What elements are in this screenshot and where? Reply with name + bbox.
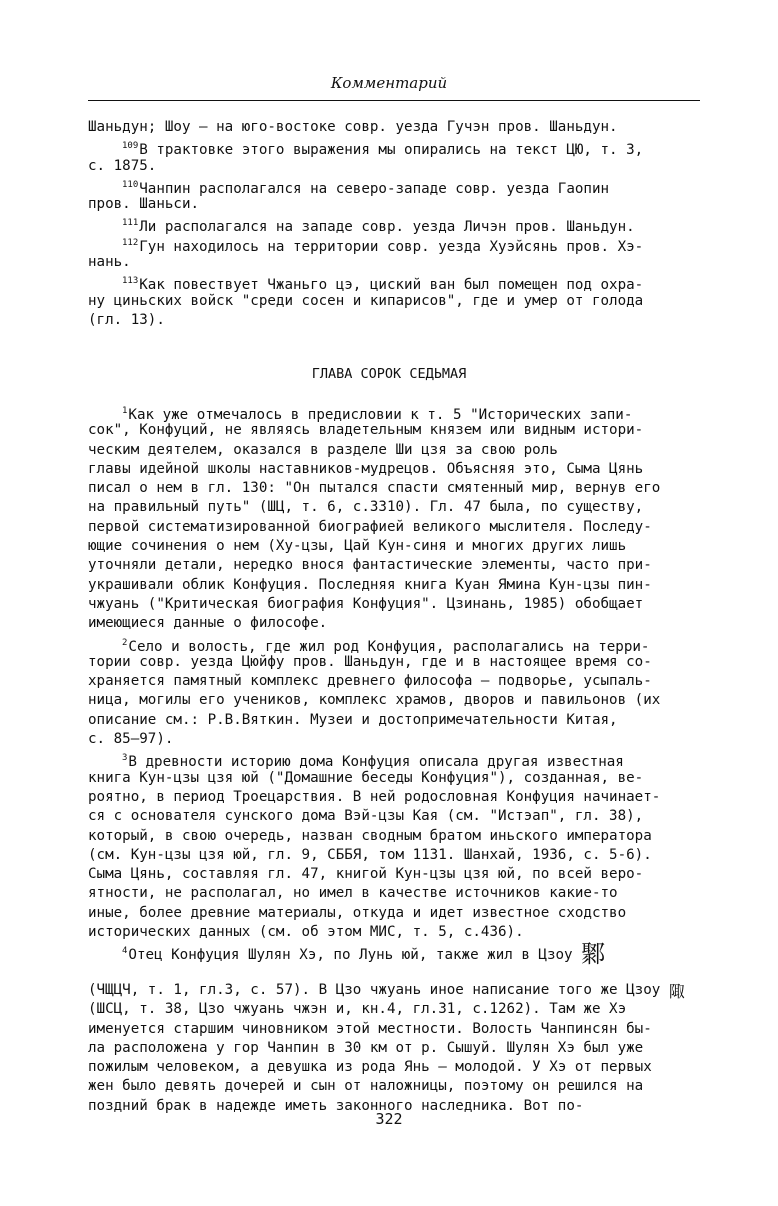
main-notes-section (88, 402, 708, 1116)
line-text: ла расположена у гор Чанпин в 30 км от р. Сышуй. Шулян Хэ был уже (88, 1039, 644, 1056)
line-text: нань. (88, 254, 131, 271)
footnote-number: 4 (122, 946, 128, 957)
text-line (88, 691, 708, 710)
footnote-number: 113 (122, 276, 139, 287)
line-text: с. 85—97). (88, 731, 174, 748)
text-line (88, 672, 708, 691)
text-line (88, 711, 708, 730)
text-line (88, 421, 708, 440)
line-text: (ШСЦ, т. 38, Цзо чжуань чжэн и, кн.4, гл.31, с.1262). Там же Хэ (88, 1001, 627, 1018)
line-text: именуется старшим чиновником этой местности. Волость Чанпинсян бы- (88, 1020, 652, 1037)
footnote-number: 1 (122, 406, 128, 416)
line-text: Как уже отмечалось в предисловии к т. 5 "Исторических запи- (128, 407, 633, 423)
line-text: первой систематизированной биографией великого мыслителя. Последу- (88, 518, 652, 535)
text-line (88, 595, 708, 614)
line-text: описание см.: Р.В.Вяткин. Музеи и достопримечательности Китая, (88, 711, 618, 728)
line-text: пров. Шаньси. (88, 196, 200, 213)
text-line (88, 118, 708, 137)
line-text: ющие сочинения о нем (Ху-цзы, Цай Кун-синя и многих других лишь (88, 538, 627, 555)
line-text: главы идейной школы наставников-мудрецов. Объясняя это, Сыма Цянь (88, 460, 644, 477)
line-text: Шаньдун; Шоу — на юго-востоке совр. уезда Гучэн пров. Шаньдун. (88, 119, 618, 135)
top-notes-section (88, 118, 708, 330)
line-text: Ли располагался на западе совр. уезда Личэн пров. Шаньдун. (139, 219, 635, 236)
line-text: храняется памятный комплекс древнего философа — подворье, усыпаль- (88, 673, 652, 690)
text-line (88, 537, 708, 556)
line-text: (гл. 13). (88, 311, 165, 328)
line-text: иные, более древние материалы, откуда и идет известное сходство (88, 904, 627, 921)
line-text: уточняли детали, нередко внося фантастические элементы, часто при- (88, 557, 652, 574)
text-line (88, 904, 708, 923)
line-text: поздний брак в надежде иметь законного наследника. Вот по- (88, 1097, 584, 1114)
text-line (88, 157, 708, 176)
text-line (88, 1020, 708, 1039)
text-line (88, 1077, 708, 1096)
text-line (88, 730, 708, 749)
running-title: Комментарий (330, 74, 448, 92)
text-line (88, 556, 708, 575)
text-line (88, 807, 708, 826)
text-line (88, 272, 708, 294)
line-text: ну циньских войск "среди сосен и кипарисов", где и умер от голода (88, 292, 644, 309)
footnote-number: 3 (122, 753, 128, 764)
footnote-number: 2 (122, 637, 128, 648)
line-text: Отец Конфуция Шулян Хэ, по Лунь юй, также жил в Цзоу (128, 947, 573, 964)
text-line (88, 749, 708, 771)
text-line (88, 962, 708, 981)
line-text: ятности, не располагал, но имел в качестве источников какие-то (88, 885, 618, 902)
text-line (88, 614, 708, 633)
line-text: сок", Конфуций, не являясь владетельным князем или видным истори- (88, 422, 644, 439)
footnote-number: 111 (122, 218, 139, 229)
text-line (88, 981, 708, 1000)
text-line (88, 441, 708, 460)
text-line (88, 402, 708, 421)
line-text: роятно, в период Троецарствия. В ней родословная Конфуция начинает- (88, 788, 661, 805)
text-line (88, 576, 708, 595)
text-line (88, 923, 708, 942)
line-text: жен было девять дочерей и сын от наложницы, поэтому он решился на (88, 1078, 644, 1095)
text-line (88, 940, 708, 969)
text-line (88, 253, 708, 272)
line-text: имеющиеся данные о философе. (88, 615, 328, 632)
line-text: с. 1875. (88, 157, 157, 174)
line-text: Чанпин располагался на северо-западе совр. уезда Гаопин (139, 180, 610, 197)
text-line (88, 653, 708, 672)
footnote-number: 109 (122, 141, 139, 152)
text-line (88, 1000, 708, 1019)
line-text: Гун находилось на территории совр. уезда Хуэйсянь пров. Хэ- (139, 238, 644, 255)
line-text: В трактовке этого выражения мы опирались на текст ЦЮ, т. 3, (139, 142, 644, 159)
text-line (88, 865, 708, 884)
page-number: 322 (375, 1110, 403, 1128)
line-text: писал о нем в гл. 130: "Он пытался спасти смятенный мир, вернув его (88, 480, 661, 497)
text-line (88, 827, 708, 846)
line-text: ница, могилы его учеников, комплекс храмов, дворов и павильонов (их (88, 692, 661, 709)
text-line (88, 214, 708, 236)
text-line (88, 846, 708, 865)
footnote-number: 110 (122, 179, 139, 190)
text-line (88, 1058, 708, 1077)
line-text: Как повествует Чжаньго цэ, циский ван был помещен под охра- (139, 277, 644, 294)
text-line (88, 137, 708, 159)
line-text: (ЧЩЦЧ, т. 1, гл.3, с. 57). В Цзо чжуань иное написание того же Цзоу (88, 981, 661, 998)
text-line (88, 234, 708, 253)
text-line (88, 769, 708, 788)
text-line (88, 634, 708, 653)
chinese-character: 陬 (668, 981, 685, 1001)
line-text: украшивали облик Конфуция. Последняя книга Куан Ямина Кун-цзы пин- (88, 576, 652, 593)
text-line (88, 195, 708, 214)
line-text: В древности историю дома Конфуция описала другая известная (128, 754, 624, 771)
line-text: пожилым человеком, а девушка из рода Янь — молодой. У Хэ от первых (88, 1059, 652, 1076)
line-text: который, в свою очередь, назван сводным братом иньского императора (88, 827, 652, 844)
text-line (88, 479, 708, 498)
text-line (88, 788, 708, 807)
line-text: исторических данных (см. об этом МИС, т. 5, с.436). (88, 924, 524, 941)
footnote-number: 112 (122, 237, 139, 248)
line-text: на правильный путь" (ШЦ, т. 6, с.3310). Гл. 47 была, по существу, (88, 499, 644, 516)
text-line (88, 498, 708, 517)
text-line (88, 884, 708, 903)
line-text: чжуань ("Критическая биография Конфуция". Цзинань, 1985) обобщает (88, 595, 644, 612)
line-text: (см. Кун-цзы цзя юй, гл. 9, СББЯ, том 1131. Шанхай, 1936, с. 5-6). (88, 846, 652, 863)
text-line (88, 176, 708, 195)
header-rule (88, 100, 700, 101)
line-text: ся с основателя сунского дома Вэй-цзы Кая (см. "Истэап", гл. 38), (88, 808, 644, 825)
chinese-character: 鄹 (581, 940, 606, 969)
line-text: Сыма Цянь, составляя гл. 47, книгой Кун-цзы цзя юй, по всей веро- (88, 866, 644, 883)
line-text: книга Кун-цзы цзя юй ("Домашние беседы Конфуция"), созданная, ве- (88, 769, 644, 786)
line-text: тории совр. уезда Цюйфу пров. Шаньдун, где и в настоящее время со- (88, 653, 652, 670)
text-line (88, 1039, 708, 1058)
chapter-title: ГЛАВА СОРОК СЕДЬМАЯ (311, 366, 467, 382)
text-line (88, 292, 708, 311)
line-text: Село и волость, где жил род Конфуция, располагались на терри- (128, 638, 650, 655)
text-line (88, 460, 708, 479)
line-text: ческим деятелем, оказался в разделе Ши цзя за свою роль (88, 441, 558, 458)
text-line (88, 311, 708, 330)
text-line (88, 518, 708, 537)
